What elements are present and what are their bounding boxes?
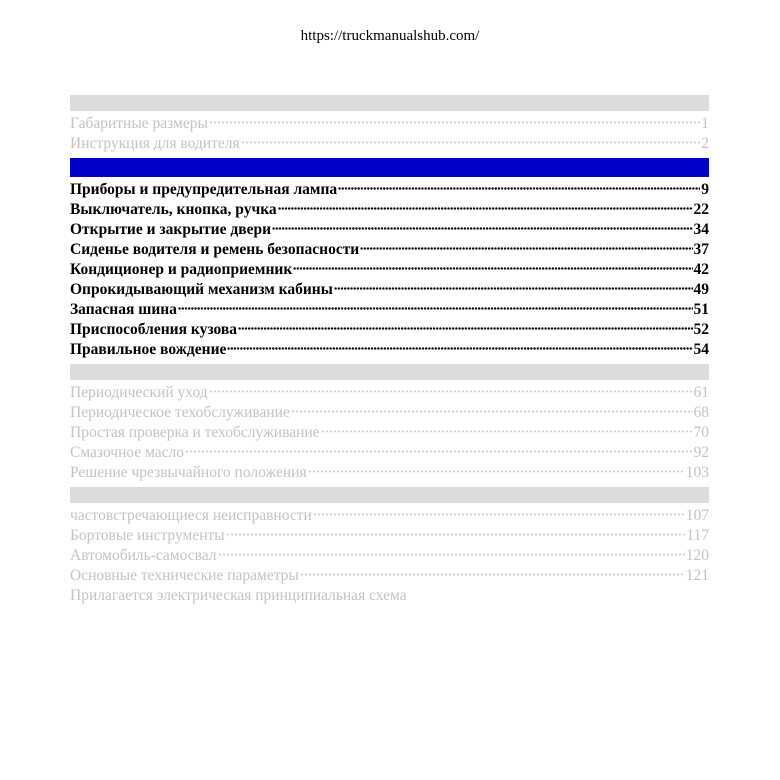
dot-leader [334,287,693,290]
toc-entry-list [70,111,709,154]
toc-entry-page-number: 107 [685,507,709,524]
toc-entry-title: Смазочное масло [70,444,185,461]
toc-entry-title: Кондиционер и радиоприемник [70,261,293,278]
toc-entry[interactable] [70,403,709,423]
toc-entry-title: Основные технические параметры [70,567,299,584]
toc-entry-title: Приборы и предупредительная лампа [70,181,338,198]
dot-leader [238,327,693,330]
toc-entry-page-number: 54 [693,341,709,358]
toc-entry-page-number: 120 [685,547,709,564]
dot-leader [313,513,685,516]
toc-entry-page-number: 92 [693,444,709,461]
dot-leader [218,553,685,556]
toc-entry-list [70,380,709,483]
dot-leader [300,573,685,576]
toc-entry[interactable] [70,200,709,220]
toc-entry-title: Опрокидывающий механизм кабины [70,281,333,298]
toc-entry[interactable] [70,260,709,280]
toc-entry-title: Запасная шина [70,301,177,318]
toc-entry[interactable] [70,220,709,240]
dot-leader [360,247,692,250]
dot-leader [226,533,686,536]
toc-entry-title: Бортовые инструменты [70,527,225,544]
dot-leader [185,450,692,453]
toc-section [70,158,709,360]
toc-entry-page-number: 61 [693,384,709,401]
toc-entry-title: Правильное вождение [70,341,227,358]
toc-entry[interactable] [70,114,709,134]
dot-leader [338,187,700,190]
dot-leader [227,347,692,350]
toc-section [70,95,709,154]
dot-leader [241,141,701,144]
toc-entry[interactable] [70,546,709,566]
toc-entry-title: Периодический уход [70,384,208,401]
toc-entry-page-number: 117 [686,527,709,544]
toc-entry-page-number: 121 [685,567,709,584]
toc-entry-title: Автомобиль-самосвал [70,547,217,564]
toc-entry-page-number: 9 [701,181,709,198]
toc-entry-page-number: 68 [693,404,709,421]
toc-entry-list [70,177,709,360]
table-of-contents [70,95,709,610]
toc-section [70,487,709,606]
toc-entry-title: Инструкция для водителя [70,135,240,152]
toc-entry[interactable] [70,526,709,546]
toc-entry-page-number: 42 [693,261,709,278]
section-header-bar-active [70,158,709,177]
toc-entry-title: Простая проверка и техобслуживание [70,424,320,441]
toc-entry-title: Сиденье водителя и ремень безопасности [70,241,360,258]
toc-entry[interactable] [70,443,709,463]
toc-entry-page-number: 103 [685,464,709,481]
toc-entry[interactable] [70,134,709,154]
toc-entry-page-number: 34 [693,221,709,238]
toc-entry-page-number: 22 [693,201,709,218]
toc-entry[interactable] [70,463,709,483]
dot-leader [321,430,693,433]
dot-leader [291,410,693,413]
toc-entry[interactable] [70,240,709,260]
toc-entry-title: Прилагается электрическая принципиальная схема [70,587,407,604]
toc-entry-title: Приспособления кузова [70,321,237,338]
toc-section [70,364,709,483]
toc-entry[interactable] [70,566,709,586]
toc-entry-title: частовстречающиеся неисправности [70,507,312,524]
toc-entry-title: Решение чрезвычайного положения [70,464,307,481]
dot-leader [272,227,692,230]
toc-entry-title: Открытие и закрытие двери [70,221,272,238]
source-url: https://truckmanualshub.com/ [300,28,480,44]
toc-entry[interactable] [70,280,709,300]
toc-entry-page-number: 70 [693,424,709,441]
toc-entry[interactable] [70,423,709,443]
dot-leader [209,390,693,393]
section-header-bar [70,364,709,380]
toc-entry[interactable] [70,383,709,403]
toc-entry-page-number: 37 [693,241,709,258]
toc-entry[interactable] [70,180,709,200]
dot-leader [293,267,692,270]
toc-entry[interactable] [70,340,709,360]
toc-entry-list [70,503,709,606]
toc-entry-page-number: 49 [693,281,709,298]
section-header-bar [70,95,709,111]
dot-leader [178,307,693,310]
toc-entry-page-number: 51 [693,301,709,318]
dot-leader [278,207,693,210]
dot-leader [209,121,700,124]
toc-entry[interactable] [70,320,709,340]
toc-entry[interactable] [70,506,709,526]
section-header-bar [70,487,709,503]
toc-entry[interactable] [70,300,709,320]
toc-entry[interactable] [70,586,709,606]
toc-entry-title: Выключатель, кнопка, ручка [70,201,277,218]
toc-entry-page-number: 2 [701,135,709,152]
toc-entry-page-number: 1 [701,115,709,132]
toc-entry-page-number: 52 [693,321,709,338]
dot-leader [308,470,685,473]
toc-entry-title: Периодическое техобслуживание [70,404,290,421]
toc-entry-title: Габаритные размеры [70,115,208,132]
